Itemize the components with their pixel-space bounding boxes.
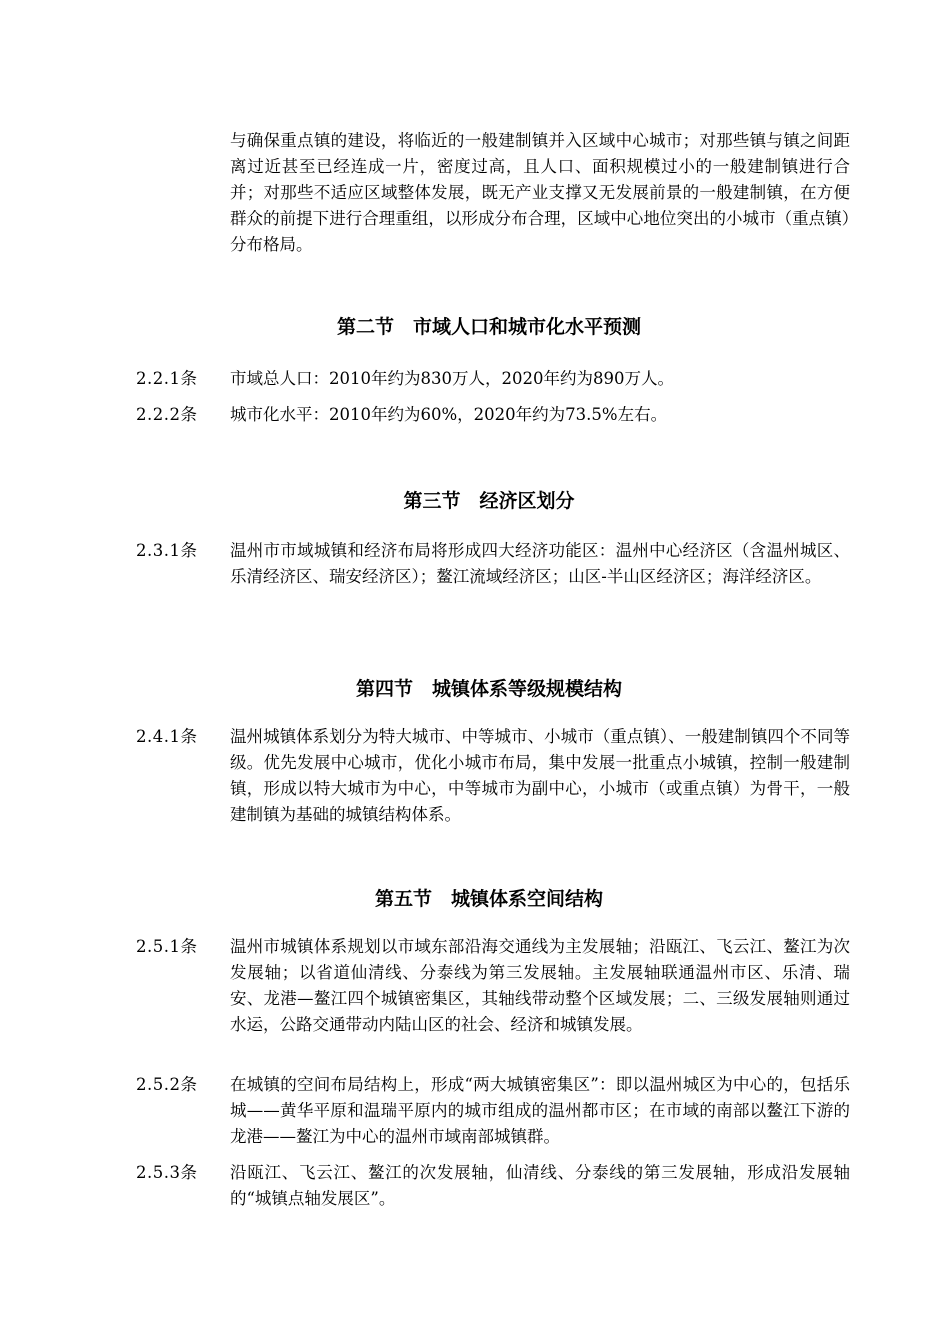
clause-number: 2.3.1条 <box>136 541 198 560</box>
section-heading: 第二节 市域人口和城市化水平预测 <box>336 316 641 338</box>
section-heading: 第三节 经济区划分 <box>403 490 575 512</box>
section-heading: 第五节 城镇体系空间结构 <box>374 888 603 910</box>
clause-text: 城市化水平：2010年约为60%，2020年约为73.5%左右。 <box>230 405 668 424</box>
clause-text: 温州市城镇体系规划以市域东部沿海交通线为主发展轴；沿瓯江、飞云江、鳌江为次发展轴；以省道仙清线、分泰线为第三发展轴。主发展轴联通温州市区、乐清、瑞安、龙港—鳌江四个城镇密集区，其轴线带动整个区域发展；二、三级发展轴则通过水运，公路交通带动内陆山区的社会、经济和城镇发展。 <box>230 937 850 1034</box>
clause-text: 温州城镇体系划分为特大城市、中等城市、小城市（重点镇）、一般建制镇四个不同等级。优先发展中心城市，优化小城市布局，集中发展一批重点小城镇，控制一般建制镇，形成以特大城市为中心，中等城市为副中心，小城市（或重点镇）为骨干，一般建制镇为基础的城镇结构体系。 <box>230 727 850 824</box>
section-heading: 第四节 城镇体系等级规模结构 <box>355 678 622 700</box>
clause-number: 2.4.1条 <box>136 727 198 746</box>
clause-number: 2.2.2条 <box>136 405 198 424</box>
clause-number: 2.2.1条 <box>136 369 198 388</box>
clause-text: 市域总人口：2010年约为830万人，2020年约为890万人。 <box>230 369 674 388</box>
clause-text: 温州市市域城镇和经济布局将形成四大经济功能区：温州中心经济区（含温州城区、乐清经济区、瑞安经济区）；鳌江流域经济区；山区-半山区经济区；海洋经济区。 <box>230 541 850 586</box>
clause-number: 2.5.3条 <box>136 1163 198 1182</box>
clause-text: 沿瓯江、飞云江、鳌江的次发展轴，仙清线、分泰线的第三发展轴，形成沿发展轴的“城镇点轴发展区”。 <box>230 1163 850 1208</box>
intro-paragraph: 与确保重点镇的建设，将临近的一般建制镇并入区域中心城市；对那些镇与镇之间距离过近甚至已经连成一片，密度过高，且人口、面积规模过小的一般建制镇进行合并；对那些不适应区域整体发展，既无产业支撑又无发展前景的一般建制镇，在方便群众的前提下进行合理重组，以形成分布合理，区域中心地位突出的小城市（重点镇）分布格局。 <box>230 131 850 254</box>
clause-text: 在城镇的空间布局结构上，形成“两大城镇密集区”：即以温州城区为中心的，包括乐城——黄华平原和温瑞平原内的城市组成的温州都市区；在市域的南部以鳌江下游的龙港——鳌江为中心的温州市域南部城镇群。 <box>230 1075 850 1146</box>
clause-number: 2.5.1条 <box>136 937 198 956</box>
clause-number: 2.5.2条 <box>136 1075 198 1094</box>
